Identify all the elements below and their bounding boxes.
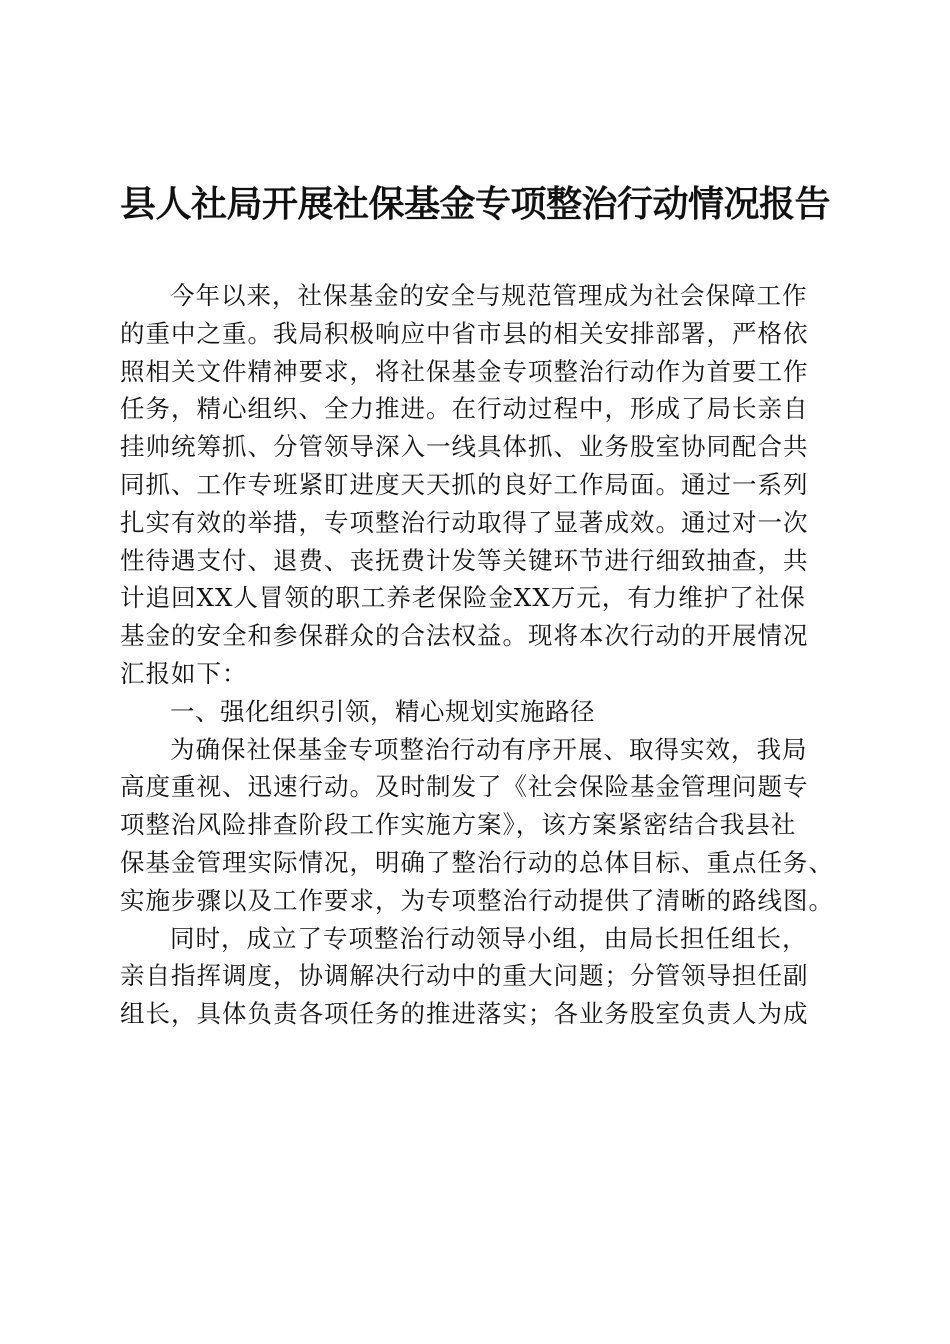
document-body <box>120 277 832 1033</box>
paragraph-line: 挂帅统筹抓、分管领导深入一线具体抓、业务股室协同配合共 <box>120 432 809 462</box>
section-heading: 一、强化组织引领，精心规划实施路径 <box>170 696 595 726</box>
paragraph-line: 同抓、工作专班紧盯进度天天抓的良好工作局面。通过一系列 <box>120 469 809 499</box>
paragraph-line: 性待遇支付、退费、丧抚费计发等关键环节进行细致抽查，共 <box>120 545 809 575</box>
paragraph-line: 高度重视、迅速行动。及时制发了《社会保险基金管理问题专 <box>120 772 809 802</box>
paragraph-line: 实施步骤以及工作要求，为专项整治行动提供了清晰的路线图。 <box>120 885 834 915</box>
paragraph-line: 汇报如下： <box>120 658 248 688</box>
paragraph-line: 同时，成立了专项整治行动领导小组，由局长担任组长， <box>170 923 808 953</box>
paragraph-line: 组长，具体负责各项任务的推进落实；各业务股室负责人为成 <box>120 999 809 1029</box>
paragraph-line: 基金的安全和参保群众的合法权益。现将本次行动的开展情况 <box>120 621 809 651</box>
paragraph-line: 保基金管理实际情况，明确了整治行动的总体目标、重点任务、 <box>120 847 834 877</box>
paragraph-line: 项整治风险排查阶段工作实施方案》，该方案紧密结合我县社 <box>120 810 797 840</box>
paragraph-line: 的重中之重。我局积极响应中省市县的相关安排部署，严格依 <box>120 318 809 348</box>
document-title: 县人社局开展社保基金专项整治行动情况报告 <box>119 183 830 225</box>
paragraph-line: 亲自指挥调度，协调解决行动中的重大问题；分管领导担任副 <box>120 961 809 991</box>
paragraph-line: 扎实有效的举措，专项整治行动取得了显著成效。通过对一次 <box>120 507 809 537</box>
paragraph-line: 照相关文件精神要求，将社保基金专项整治行动作为首要工作 <box>120 356 809 386</box>
paragraph-line: 为确保社保基金专项整治行动有序开展、取得实效，我局 <box>170 734 808 764</box>
paragraph-line: 计追回XX人冒领的职工养老保险金XX万元，有力维护了社保 <box>120 583 806 613</box>
paragraph-line: 今年以来，社保基金的安全与规范管理成为社会保障工作 <box>170 281 808 310</box>
paragraph-line: 任务，精心组织、全力推进。在行动过程中，形成了局长亲自 <box>120 394 809 424</box>
